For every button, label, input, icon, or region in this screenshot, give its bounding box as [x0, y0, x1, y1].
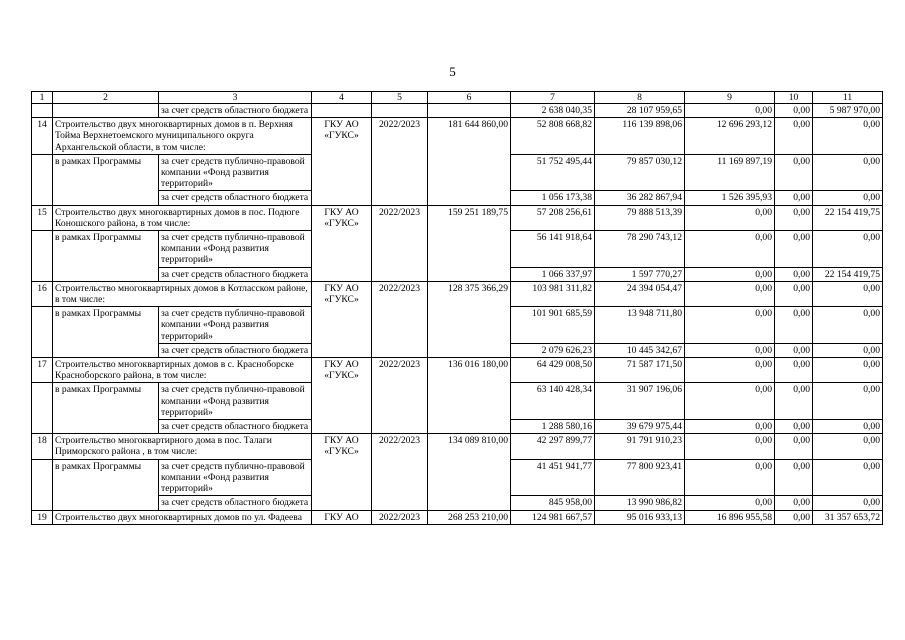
amount-cell: 0,00 [775, 358, 813, 383]
amount-cell: 39 679 975,44 [595, 420, 685, 434]
amount-cell: 79 857 030,12 [595, 154, 685, 191]
funding-source: за счет средств областного бюджета [159, 191, 312, 205]
amount-cell: 0,00 [775, 496, 813, 510]
amount-cell: 0,00 [685, 267, 775, 281]
header-cell: 1 [32, 92, 53, 104]
amount-cell: 0,00 [813, 118, 883, 155]
funding-source: за счет средств публично-правовой компании «Фонд развития территорий» [159, 459, 312, 496]
amount-cell: 13 948 711,80 [595, 307, 685, 344]
header-cell: 2 [53, 92, 159, 104]
program-label: в рамках Программы [53, 231, 159, 282]
amount-cell: 0,00 [685, 358, 775, 383]
amount-cell: 31 907 196,06 [595, 383, 685, 420]
header-cell: 4 [312, 92, 372, 104]
program-label: в рамках Программы [53, 307, 159, 358]
program-label: в рамках Программы [53, 459, 159, 510]
funding-source: за счет средств публично-правовой компании «Фонд развития территорий» [159, 383, 312, 420]
funding-source: за счет средств областного бюджета [159, 104, 312, 118]
page-number: 5 [449, 64, 456, 79]
period-cell: 2022/2023 [372, 358, 428, 434]
amount-cell: 103 981 311,82 [511, 281, 595, 306]
amount-cell: 1 066 337,97 [511, 267, 595, 281]
amount-cell: 2 638 040,35 [511, 104, 595, 118]
header-cell: 7 [511, 92, 595, 104]
funding-source: за счет средств публично-правовой компании «Фонд развития территорий» [159, 231, 312, 268]
amount-cell: 0,00 [813, 496, 883, 510]
amount-cell: 0,00 [685, 231, 775, 268]
amount-cell: 5 987 970,00 [813, 104, 883, 118]
amount-cell: 0,00 [813, 154, 883, 191]
period-cell: 2022/2023 [372, 281, 428, 357]
customer-cell: ГКУ АО «ГУКС» [312, 358, 372, 434]
amount-cell: 36 282 867,94 [595, 191, 685, 205]
customer-cell: ГКУ АО [312, 510, 372, 524]
object-title: Строительство многоквартирных домов в Котласском районе, в том числе: [53, 281, 312, 306]
header-cell: 11 [813, 92, 883, 104]
program-label: в рамках Программы [53, 383, 159, 434]
amount-cell: 0,00 [775, 420, 813, 434]
amount-cell: 0,00 [775, 434, 813, 459]
object-row [32, 281, 883, 306]
amount-cell: 78 290 743,12 [595, 231, 685, 268]
amount-cell: 268 253 210,00 [428, 510, 511, 524]
amount-cell: 0,00 [685, 383, 775, 420]
amount-cell: 136 016 180,00 [428, 358, 511, 434]
amount-cell: 24 394 054,47 [595, 281, 685, 306]
object-number: 14 [32, 118, 53, 155]
amount-cell: 0,00 [775, 231, 813, 268]
amount-cell: 0,00 [775, 267, 813, 281]
amount-cell: 124 981 667,57 [511, 510, 595, 524]
amount-cell: 101 901 685,59 [511, 307, 595, 344]
header-row [32, 92, 883, 104]
amount-cell: 22 154 419,75 [813, 267, 883, 281]
amount-cell: 0,00 [813, 383, 883, 420]
amount-cell: 41 451 941,77 [511, 459, 595, 496]
amount-cell: 28 107 959,65 [595, 104, 685, 118]
object-row [32, 358, 883, 383]
amount-cell: 1 056 173,38 [511, 191, 595, 205]
amount-cell: 128 375 366,29 [428, 281, 511, 357]
amount-cell: 0,00 [775, 104, 813, 118]
amount-cell: 31 357 653,72 [813, 510, 883, 524]
header-cell: 6 [428, 92, 511, 104]
funding-source: за счет средств областного бюджета [159, 267, 312, 281]
funding-source: за счет средств областного бюджета [159, 420, 312, 434]
customer-cell: ГКУ АО «ГУКС» [312, 281, 372, 357]
header-cell: 10 [775, 92, 813, 104]
amount-cell: 0,00 [775, 205, 813, 230]
amount-cell: 0,00 [775, 281, 813, 306]
funding-source: за счет средств публично-правовой компании «Фонд развития территорий» [159, 307, 312, 344]
customer-cell: ГКУ АО «ГУКС» [312, 118, 372, 205]
object-number: 19 [32, 510, 53, 524]
amount-cell: 0,00 [685, 496, 775, 510]
object-row [32, 510, 883, 524]
funding-source: за счет средств областного бюджета [159, 496, 312, 510]
amount-cell: 2 079 626,23 [511, 343, 595, 357]
amount-cell: 22 154 419,75 [813, 205, 883, 230]
amount-cell: 0,00 [685, 420, 775, 434]
object-title: Строительство двух многоквартирных домов в п. Верхняя Тойма Верхнетоемского муниципального округа Архангельской области, в том числе: [53, 118, 312, 155]
funding-source: за счет средств областного бюджета [159, 343, 312, 357]
amount-cell: 95 016 933,13 [595, 510, 685, 524]
period-cell: 2022/2023 [372, 118, 428, 205]
object-title: Строительство многоквартирного дома в пос. Талаги Приморского района , в том числе: [53, 434, 312, 459]
amount-cell: 0,00 [813, 281, 883, 306]
object-row [32, 205, 883, 230]
amount-cell: 0,00 [813, 420, 883, 434]
object-title: Строительство многоквартирных домов в с. Красноборске Красноборского района, в том числе: [53, 358, 312, 383]
header-cell: 9 [685, 92, 775, 104]
customer-cell: ГКУ АО «ГУКС» [312, 205, 372, 281]
amount-cell: 0,00 [775, 510, 813, 524]
amount-cell: 0,00 [775, 118, 813, 155]
amount-cell: 116 139 898,06 [595, 118, 685, 155]
budget-table [31, 91, 883, 525]
amount-cell: 0,00 [775, 343, 813, 357]
amount-cell: 0,00 [685, 307, 775, 344]
amount-cell: 10 445 342,67 [595, 343, 685, 357]
amount-cell: 0,00 [813, 434, 883, 459]
amount-cell: 11 169 897,19 [685, 154, 775, 191]
amount-cell: 1 526 395,93 [685, 191, 775, 205]
amount-cell: 0,00 [775, 154, 813, 191]
amount-cell: 0,00 [813, 459, 883, 496]
amount-cell: 13 990 986,82 [595, 496, 685, 510]
amount-cell: 0,00 [775, 459, 813, 496]
amount-cell: 181 644 860,00 [428, 118, 511, 205]
amount-cell: 16 896 955,58 [685, 510, 775, 524]
amount-cell: 0,00 [685, 205, 775, 230]
header-cell: 8 [595, 92, 685, 104]
amount-cell: 0,00 [813, 307, 883, 344]
amount-cell: 52 808 668,82 [511, 118, 595, 155]
amount-cell: 91 791 910,23 [595, 434, 685, 459]
amount-cell: 0,00 [685, 459, 775, 496]
object-title: Строительство двух многоквартирных домов по ул. Фадеева [53, 510, 312, 524]
amount-cell: 0,00 [813, 191, 883, 205]
funding-source: за счет средств публично-правовой компании «Фонд развития территорий» [159, 154, 312, 191]
amount-cell: 1 288 580,16 [511, 420, 595, 434]
object-title: Строительство двух многоквартирных домов в пос. Подюге Коношского района, в том числе: [53, 205, 312, 230]
amount-cell: 12 696 293,12 [685, 118, 775, 155]
amount-cell: 0,00 [685, 434, 775, 459]
amount-cell: 0,00 [775, 191, 813, 205]
object-number: 15 [32, 205, 53, 230]
amount-cell: 0,00 [685, 343, 775, 357]
object-row [32, 118, 883, 155]
amount-cell: 42 297 899,77 [511, 434, 595, 459]
header-cell: 5 [372, 92, 428, 104]
amount-cell: 57 208 256,61 [511, 205, 595, 230]
program-label: в рамках Программы [53, 154, 159, 205]
carry-over-row [32, 104, 883, 118]
object-number: 16 [32, 281, 53, 306]
period-cell: 2022/2023 [372, 205, 428, 281]
object-number: 18 [32, 434, 53, 459]
amount-cell: 79 888 513,39 [595, 205, 685, 230]
amount-cell: 0,00 [813, 231, 883, 268]
amount-cell: 0,00 [775, 383, 813, 420]
object-row [32, 434, 883, 459]
customer-cell: ГКУ АО «ГУКС» [312, 434, 372, 510]
amount-cell: 71 587 171,50 [595, 358, 685, 383]
amount-cell: 159 251 189,75 [428, 205, 511, 281]
amount-cell: 56 141 918,64 [511, 231, 595, 268]
period-cell: 2022/2023 [372, 434, 428, 510]
period-cell: 2022/2023 [372, 510, 428, 524]
amount-cell: 134 089 810,00 [428, 434, 511, 510]
amount-cell: 51 752 495,44 [511, 154, 595, 191]
amount-cell: 0,00 [775, 307, 813, 344]
amount-cell: 0,00 [813, 358, 883, 383]
amount-cell: 63 140 428,34 [511, 383, 595, 420]
amount-cell: 64 429 008,50 [511, 358, 595, 383]
amount-cell: 1 597 770,27 [595, 267, 685, 281]
amount-cell: 0,00 [685, 281, 775, 306]
amount-cell: 77 800 923,41 [595, 459, 685, 496]
amount-cell: 0,00 [685, 104, 775, 118]
object-number: 17 [32, 358, 53, 383]
amount-cell: 845 958,00 [511, 496, 595, 510]
amount-cell: 0,00 [813, 343, 883, 357]
header-cell: 3 [159, 92, 312, 104]
